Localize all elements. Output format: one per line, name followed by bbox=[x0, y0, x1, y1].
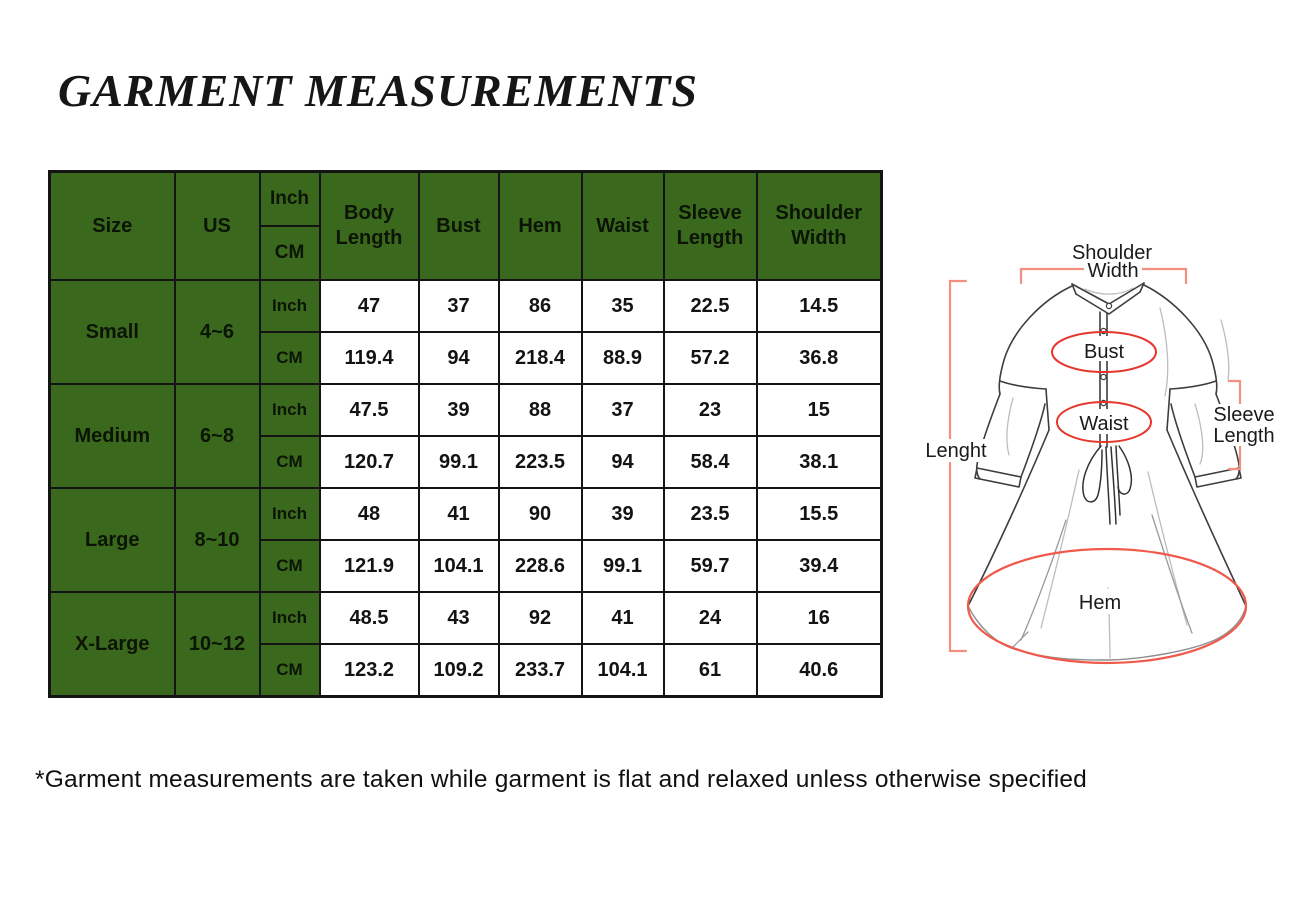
sleeve-length-label-line1: Sleeve bbox=[1213, 404, 1275, 426]
hem-label: Hem bbox=[1078, 592, 1122, 614]
col-header-bust: Bust bbox=[419, 172, 499, 281]
us-size-small: 4~6 bbox=[175, 280, 260, 384]
unit-label: CM bbox=[260, 332, 320, 384]
cell-value: 88.9 bbox=[582, 332, 664, 384]
cell-value: 61 bbox=[664, 644, 757, 697]
cell-value: 233.7 bbox=[499, 644, 582, 697]
col-header-unit bbox=[260, 172, 320, 281]
cell-value: 99.1 bbox=[419, 436, 499, 488]
cell-value: 94 bbox=[419, 332, 499, 384]
cell-value: 48 bbox=[320, 488, 419, 540]
cell-value: 223.5 bbox=[499, 436, 582, 488]
cell-value: 23 bbox=[664, 384, 757, 436]
col-header-hem: Hem bbox=[499, 172, 582, 281]
cell-value: 47 bbox=[320, 280, 419, 332]
cell-value: 43 bbox=[419, 592, 499, 644]
unit-label: Inch bbox=[260, 384, 320, 436]
cell-value: 104.1 bbox=[419, 540, 499, 592]
cell-value: 41 bbox=[582, 592, 664, 644]
cell-value: 15.5 bbox=[757, 488, 882, 540]
cell-value: 15 bbox=[757, 384, 882, 436]
length-bracket bbox=[950, 281, 966, 651]
cell-value: 104.1 bbox=[582, 644, 664, 697]
cell-value: 58.4 bbox=[664, 436, 757, 488]
col-header-sleeve-length: Sleeve Length bbox=[664, 172, 757, 281]
cell-value: 94 bbox=[582, 436, 664, 488]
cell-value: 37 bbox=[582, 384, 664, 436]
cell-value: 24 bbox=[664, 592, 757, 644]
cell-value: 86 bbox=[499, 280, 582, 332]
cell-value: 37 bbox=[419, 280, 499, 332]
col-header-body-length: Body Length bbox=[320, 172, 419, 281]
size-label-large: Large bbox=[50, 488, 175, 592]
waist-label: Waist bbox=[1079, 413, 1129, 435]
col-header-us: US bbox=[175, 172, 260, 281]
cell-value: 59.7 bbox=[664, 540, 757, 592]
us-size-xlarge: 10~12 bbox=[175, 592, 260, 697]
col-header-size: Size bbox=[50, 172, 175, 281]
cell-value: 23.5 bbox=[664, 488, 757, 540]
unit-label: CM bbox=[260, 436, 320, 488]
cell-value: 35 bbox=[582, 280, 664, 332]
us-size-medium: 6~8 bbox=[175, 384, 260, 488]
bust-label: Bust bbox=[1083, 341, 1125, 363]
cell-value: 39 bbox=[582, 488, 664, 540]
cell-value: 39.4 bbox=[757, 540, 882, 592]
measurement-footnote: *Garment measurements are taken while garment is flat and relaxed unless otherwise specified bbox=[35, 766, 1087, 793]
cell-value: 47.5 bbox=[320, 384, 419, 436]
cell-value: 41 bbox=[419, 488, 499, 540]
unit-header-cm: CM bbox=[274, 242, 305, 264]
cell-value: 39 bbox=[419, 384, 499, 436]
unit-label: CM bbox=[260, 644, 320, 697]
cell-value: 123.2 bbox=[320, 644, 419, 697]
header-row bbox=[50, 172, 882, 281]
cell-value: 90 bbox=[499, 488, 582, 540]
unit-label: CM bbox=[260, 540, 320, 592]
cell-value: 92 bbox=[499, 592, 582, 644]
cell-value: 99.1 bbox=[582, 540, 664, 592]
table-row bbox=[50, 384, 882, 436]
cell-value: 88 bbox=[499, 384, 582, 436]
unit-label: Inch bbox=[260, 488, 320, 540]
col-header-waist: Waist bbox=[582, 172, 664, 281]
unit-label: Inch bbox=[260, 592, 320, 644]
cell-value: 16 bbox=[757, 592, 882, 644]
shoulder-width-bracket bbox=[1141, 269, 1186, 283]
cell-value: 22.5 bbox=[664, 280, 757, 332]
cell-value: 119.4 bbox=[320, 332, 419, 384]
cell-value: 228.6 bbox=[499, 540, 582, 592]
cell-value: 14.5 bbox=[757, 280, 882, 332]
garment-diagram bbox=[895, 238, 1300, 703]
shoulder-width-label-line1: Shoulder bbox=[1071, 242, 1153, 264]
unit-header-inch: Inch bbox=[261, 173, 319, 227]
size-label-medium: Medium bbox=[50, 384, 175, 488]
shoulder-width-label-line2: Width bbox=[1087, 260, 1139, 282]
cell-value: 218.4 bbox=[499, 332, 582, 384]
us-size-large: 8~10 bbox=[175, 488, 260, 592]
cell-value: 121.9 bbox=[320, 540, 419, 592]
unit-stack bbox=[261, 173, 319, 279]
cell-value: 109.2 bbox=[419, 644, 499, 697]
unit-label: Inch bbox=[260, 280, 320, 332]
cell-value: 48.5 bbox=[320, 592, 419, 644]
col-header-shoulder-width: Shoulder Width bbox=[757, 172, 882, 281]
cell-value: 38.1 bbox=[757, 436, 882, 488]
sleeve-length-label-line2: Length bbox=[1213, 425, 1275, 447]
size-label-small: Small bbox=[50, 280, 175, 384]
size-label-xlarge: X-Large bbox=[50, 592, 175, 697]
table-row bbox=[50, 280, 882, 332]
cell-value: 120.7 bbox=[320, 436, 419, 488]
cell-value: 36.8 bbox=[757, 332, 882, 384]
size-chart-table bbox=[48, 170, 883, 698]
cell-value: 40.6 bbox=[757, 644, 882, 697]
cell-value: 57.2 bbox=[664, 332, 757, 384]
table-row bbox=[50, 592, 882, 644]
shoulder-width-bracket bbox=[1021, 269, 1086, 283]
table-row bbox=[50, 488, 882, 540]
page-title: GARMENT MEASUREMENTS bbox=[58, 65, 698, 116]
length-label: Lenght bbox=[925, 440, 987, 462]
